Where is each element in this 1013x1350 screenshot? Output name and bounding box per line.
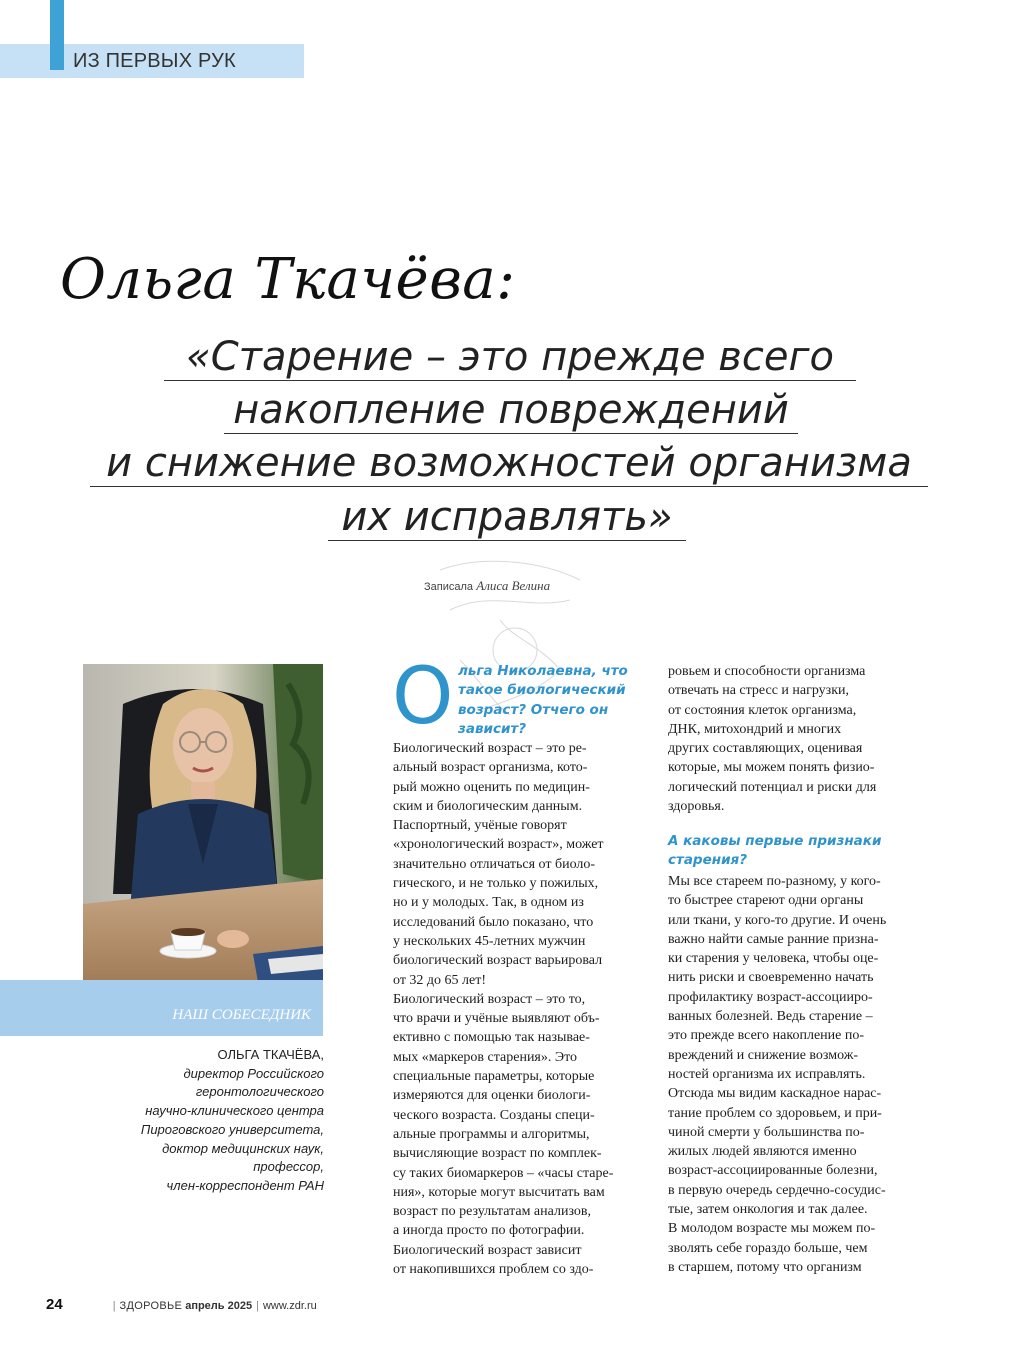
title-quote-line: их исправлять» [328, 494, 686, 541]
text-line: Биологический возраст – это то, [393, 991, 586, 1007]
text-line: чиной смерти у большинства по- [668, 1124, 865, 1140]
bio-line: профессор, [253, 1159, 324, 1175]
text-line: профилактику возраст-ассоцииро- [668, 989, 873, 1005]
text-line: ДНК, митохондрий и многих [668, 721, 842, 737]
question-line: А каковы первые признаки [668, 833, 882, 849]
text-line: значительно отличаться от биоло- [393, 856, 596, 872]
portrait-photo [83, 664, 323, 982]
text-line: Биологический возраст – это ре- [393, 741, 587, 756]
text-line: от накопившихся проблем со здо- [393, 1262, 594, 1278]
text-line: гического, и не только у пожилых, [393, 876, 599, 892]
bio-line: директор Российского [183, 1065, 324, 1081]
text-line: важно найти самые ранние призна- [668, 931, 879, 947]
text-line: здоровья. [668, 799, 725, 815]
text-line: это прежде всего накопление по- [668, 1028, 865, 1044]
text-line: Паспортный, учёные говорят [393, 818, 567, 834]
footer-separator: | [112, 1300, 116, 1312]
article-column-2 [668, 662, 930, 816]
text-line: вычисляющие возраст по комплек- [393, 1146, 602, 1162]
bio-line: Пироговского университета, [140, 1121, 324, 1137]
text-line: В молодом возрасте мы можем по- [668, 1221, 876, 1237]
text-line: альный возраст организма, кото- [393, 760, 588, 776]
text-line: Биологический возраст зависит [393, 1242, 582, 1258]
text-line: тание проблем со здоровьем, и при- [668, 1105, 882, 1121]
text-line: у нескольких 45-летних мужчин [393, 933, 586, 949]
question-line: возраст? Отчего он [458, 701, 609, 718]
text-line: от состояния клеток организма, [668, 702, 857, 718]
question-line: старения? [668, 852, 748, 869]
text-line: возраст по результатам анализов, [393, 1204, 592, 1220]
article-title-name: Ольга Ткачёва: [60, 247, 516, 312]
text-line: ния», которые могут высчитать вам [393, 1184, 605, 1200]
rubric-stripe [50, 0, 64, 70]
text-line: других составляющих, оценивая [668, 741, 863, 757]
text-line: ванных болезней. Ведь старение – [668, 1009, 873, 1025]
text-line: а иногда просто по фотографии. [393, 1223, 585, 1239]
text-line: зволять себе гораздо больше, чем [668, 1240, 868, 1256]
page-number: 24 [46, 1296, 63, 1313]
bio-line: научно-клинического центра [145, 1103, 324, 1119]
text-line: биологический возраст варьировал [393, 953, 603, 969]
text-line: мых «маркеров старения». Это [393, 1049, 578, 1065]
text-line: тые, затем онкология и так далее. [668, 1202, 868, 1218]
interviewee-caption-title: НАШ СОБЕСЕДНИК [172, 1007, 311, 1023]
text-line: ровьем и способности организма [668, 664, 866, 679]
text-line: ческого возраста. Созданы специ- [393, 1107, 595, 1123]
bio-line: геронтологического [195, 1084, 324, 1100]
text-line: в старшем, потому что организм [668, 1259, 862, 1275]
text-line: или ткани, у кого-то другие. И очень [668, 912, 887, 928]
title-quote-line: и снижение возможностей организма [90, 440, 928, 487]
text-line: специальные параметры, которые [393, 1069, 595, 1085]
title-quote-line: «Старение – это прежде всего [164, 334, 856, 381]
text-line: исследований было показано, что [393, 914, 594, 930]
text-line: Мы все стареем по-разному, у кого- [668, 874, 881, 889]
byline [424, 578, 550, 594]
text-line: возраст-ассоциированные болезни, [668, 1163, 878, 1179]
text-line: нить риски и своевременно начать [668, 970, 874, 986]
interviewee-bio [100, 1046, 324, 1196]
text-line: ективно с помощью так называе- [393, 1030, 590, 1046]
text-line: в первую очередь сердечно-сосудис- [668, 1182, 886, 1198]
website-link[interactable]: www.zdr.ru [262, 1300, 317, 1312]
text-line: от 32 до 65 лет! [393, 972, 487, 988]
bio-line: член-корреспондент РАН [166, 1177, 324, 1193]
text-line: то быстрее стареют одни органы [668, 893, 864, 909]
question-heading-1 [458, 662, 628, 739]
page-footer [46, 1296, 317, 1313]
question-line: зависит? [458, 720, 527, 737]
text-line: вреждений и снижение возмож- [668, 1047, 859, 1063]
question-heading-2 [668, 832, 881, 871]
section-rubric: ИЗ ПЕРВЫХ РУК [73, 50, 236, 72]
text-line: что врачи и учёные выявляют объ- [393, 1011, 600, 1027]
text-line: отвечать на стресс и нагрузки, [668, 683, 850, 699]
text-line: «хронологический возраст», может [393, 837, 604, 853]
article-column-2-continued [668, 872, 930, 1277]
title-quote-line: накопление повреждений [224, 387, 798, 434]
text-line: ским и биологическим данным. [393, 798, 583, 814]
article-column-1 [393, 739, 643, 1279]
text-line: альные программы и алгоритмы, [393, 1126, 590, 1142]
text-line: ностей организма их исправлять. [668, 1066, 866, 1082]
text-line: измеряются для оценки биологи- [393, 1088, 591, 1104]
magazine-brand: ЗДОРОВЬЕ [119, 1300, 183, 1312]
bio-line: ОЛЬГА ТКАЧЁВА, [217, 1047, 324, 1062]
footer-separator: | [256, 1300, 259, 1312]
drop-cap: О [392, 652, 454, 742]
text-line: Отсюда мы видим каскадное нарас- [668, 1086, 882, 1102]
text-line: но и у молодых. Так, в одном из [393, 895, 584, 911]
byline-label: Записала [424, 581, 474, 593]
text-line: су таких биомаркеров – «часы старе- [393, 1165, 614, 1181]
text-line: ки старения у человека, чтобы оце- [668, 951, 879, 967]
text-line: логический потенциал и риски для [668, 779, 877, 795]
text-line: которые, мы можем понять физио- [668, 760, 875, 776]
question-line: льга Николаевна, что [458, 663, 628, 679]
bio-line: доктор медицинских наук, [162, 1140, 324, 1156]
issue-date: апрель 2025 [185, 1300, 253, 1312]
byline-author: Алиса Велина [476, 578, 551, 593]
text-line: жилых людей являются именно [668, 1144, 857, 1160]
question-line: такое биологический [458, 682, 626, 699]
text-line: рый можно оценить по медицин- [393, 779, 590, 795]
